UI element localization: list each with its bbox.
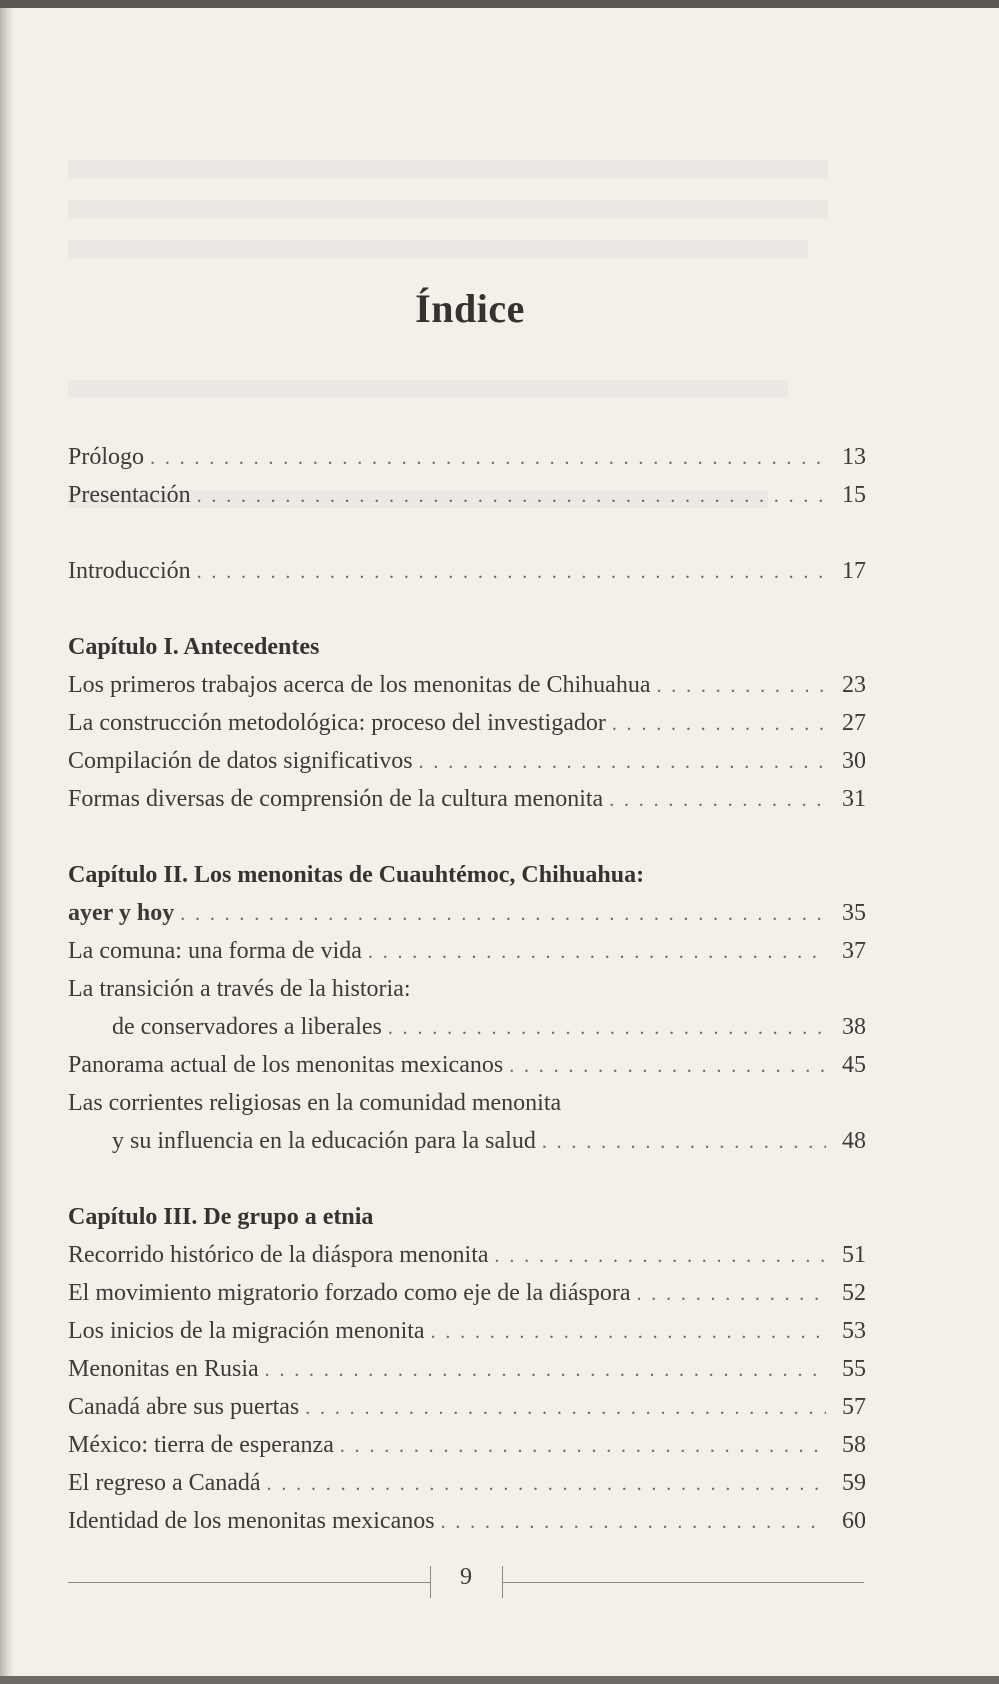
toc-page-number: 38 [842,1014,866,1040]
leader-dots [150,441,826,475]
toc-page-number: 37 [842,938,866,964]
toc-entry-label: Los inicios de la migración menonita [68,1318,425,1344]
leader-dots [656,669,826,703]
leader-dots [441,1505,826,1539]
toc-entry[interactable] [68,706,866,740]
toc-entry[interactable] [112,1124,866,1158]
chapter-heading[interactable]: Capítulo I. Antecedentes [68,634,320,660]
toc-entry[interactable] [112,1010,866,1044]
toc-entry-label: Presentación [68,482,191,508]
toc-page-number: 45 [842,1052,866,1078]
toc-entry[interactable] [68,1238,866,1272]
toc-page-number: 17 [842,558,866,584]
toc-entry[interactable] [68,668,866,702]
toc-entry[interactable] [68,1314,866,1348]
toc-page-number: 55 [842,1356,866,1382]
toc-entry-label: Recorrido histórico de la diáspora menonita [68,1242,489,1268]
leader-dots [609,783,826,817]
leader-dots [340,1429,826,1463]
toc-page-number: 27 [842,710,866,736]
toc-entry-label: El regreso a Canadá [68,1470,261,1496]
leader-dots [265,1353,826,1387]
toc-entry-label: La comuna: una forma de vida [68,938,362,964]
toc-page-number: 30 [842,748,866,774]
toc-entry-label: Prólogo [68,444,145,470]
toc-entry-label: Formas diversas de comprensión de la cultura menonita [68,786,604,812]
toc-page-number: 51 [842,1242,866,1268]
toc-entry[interactable] [68,1352,866,1386]
toc-entry-label: Canadá abre sus puertas [68,1394,300,1420]
toc-entry-label: Identidad de los menonitas mexicanos [68,1508,435,1534]
leader-dots [419,745,826,779]
toc-entry-label: La construcción metodológica: proceso del investigador [68,710,606,736]
toc-page-number: 48 [842,1128,866,1154]
toc-entry[interactable] [68,896,866,930]
page-title: Índice [415,286,525,331]
leader-dots [197,479,826,513]
toc-entry[interactable] [68,440,866,474]
toc-entry[interactable] [68,1048,866,1082]
toc-page-number: 53 [842,1318,866,1344]
chapter-heading-continuation: ayer y hoy [68,900,175,926]
toc-entry-label: Los primeros trabajos acerca de los menonitas de Chihuahua [68,672,651,698]
toc-page-number: 52 [842,1280,866,1306]
leader-dots [368,935,826,969]
page-number: 9 [460,1564,472,1590]
toc-entry-label: Compilación de datos significativos [68,748,413,774]
toc-page-number: 57 [842,1394,866,1420]
chapter-heading[interactable]: Capítulo II. Los menonitas de Cuauhtémoc, Chihuahua: [68,862,645,888]
leader-dots [180,897,826,931]
toc-entry[interactable] [68,1428,866,1462]
leader-dots [509,1049,826,1083]
toc-entry-label: Introducción [68,558,191,584]
toc-entry[interactable] [68,744,866,778]
leader-dots [637,1277,827,1311]
toc-page-number: 35 [842,900,866,926]
leader-dots [612,707,826,741]
toc-page-number: 59 [842,1470,866,1496]
toc-entry[interactable] [68,1466,866,1500]
toc-page-number: 15 [842,482,866,508]
toc-entry-continuation: y su influencia en la educación para la salud [112,1128,536,1154]
leader-dots [388,1011,826,1045]
leader-dots [197,555,826,589]
toc-entry-label: Panorama actual de los menonitas mexicanos [68,1052,504,1078]
toc-entry-continuation: de conservadores a liberales [112,1014,382,1040]
toc-entry-label[interactable]: Las corrientes religiosas en la comunidad menonita [68,1090,562,1116]
toc-entry-label: Menonitas en Rusia [68,1356,259,1382]
leader-dots [267,1467,826,1501]
footer-rule-right [502,1582,864,1583]
toc-entry[interactable] [68,934,866,968]
toc-entry-label: El movimiento migratorio forzado como eje de la diáspora [68,1280,631,1306]
toc-page-number: 23 [842,672,866,698]
toc-entry[interactable] [68,1390,866,1424]
footer-rule-left [68,1582,430,1583]
toc-page-number: 60 [842,1508,866,1534]
toc-page-number: 58 [842,1432,866,1458]
chapter-heading[interactable]: Capítulo III. De grupo a etnia [68,1204,374,1230]
leader-dots [495,1239,826,1273]
toc-entry[interactable] [68,478,866,512]
toc-entry[interactable] [68,554,866,588]
leader-dots [431,1315,826,1349]
leader-dots [542,1125,826,1159]
leader-dots [305,1391,826,1425]
toc-page-number: 31 [842,786,866,812]
toc-entry[interactable] [68,1504,866,1538]
toc-page-number: 13 [842,444,866,470]
toc-entry[interactable] [68,1276,866,1310]
toc-entry-label: México: tierra de esperanza [68,1432,334,1458]
toc-entry-label[interactable]: La transición a través de la historia: [68,976,411,1002]
toc-entry[interactable] [68,782,866,816]
